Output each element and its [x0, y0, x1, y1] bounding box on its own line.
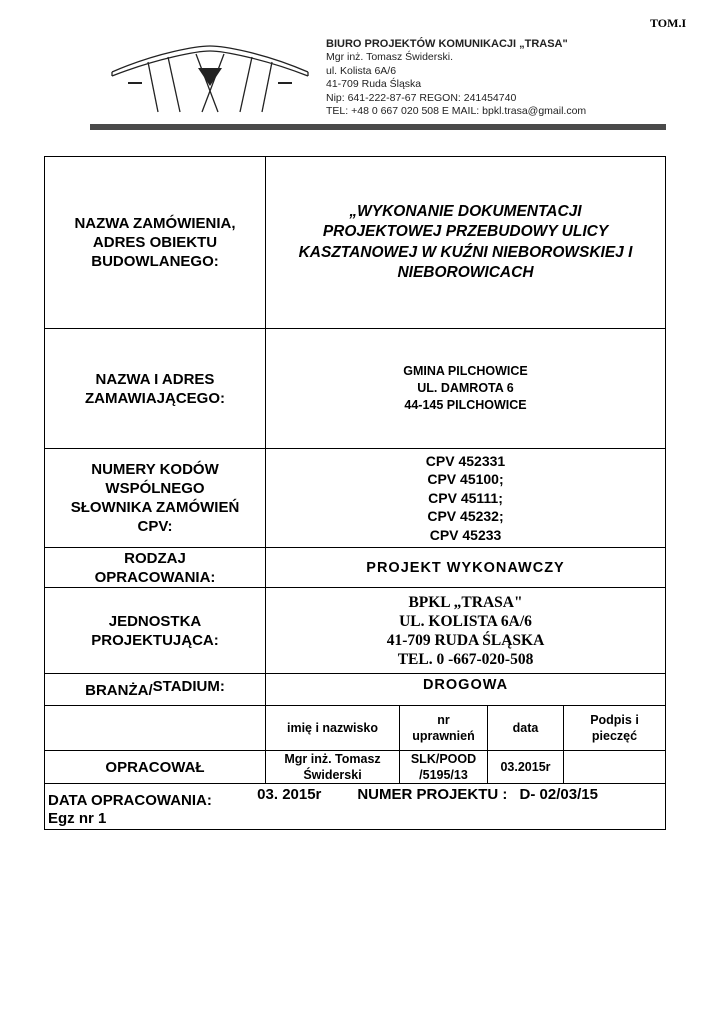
client-value-line: UL. DAMROTA 6 [417, 381, 514, 395]
company-city: 41-709 Ruda Śląska [326, 78, 422, 91]
cpv-value [266, 449, 666, 548]
cpv-label-line: WSPÓLNEGO [105, 480, 205, 497]
header-date: data [488, 706, 564, 751]
volume-label: TOM.I [650, 16, 687, 30]
project-value: D- 02/03/15 [519, 786, 598, 803]
prepared-by-name-line: Świderski [303, 768, 362, 782]
header-name: imię i nazwisko [266, 706, 400, 751]
row-cpv [45, 449, 666, 548]
cpv-code: CPV 45111; [428, 489, 503, 506]
company-logo-road-icon [108, 42, 312, 114]
date-value: 03. 2015r [257, 786, 322, 803]
order-label-line: ADRES OBIEKTU [92, 234, 218, 251]
copy-number: Egz nr 1 [48, 810, 107, 827]
row-client [45, 329, 666, 449]
row-branch [45, 674, 666, 706]
company-street: ul. Kolista 6A/6 [326, 64, 397, 77]
client-value-line: 44-145 PILCHOWICE [404, 398, 527, 412]
cpv-code: CPV 45232; [427, 508, 504, 525]
branch-label [45, 674, 266, 706]
unit-value [266, 588, 666, 674]
prepared-by-license-line: SLK/POOD [410, 752, 477, 766]
company-owner: Mgr inż. Tomasz Świderski. [326, 51, 454, 64]
order-value-line: NIEBOROWICACH [397, 264, 534, 281]
header-license [400, 706, 488, 751]
row-unit [45, 588, 666, 674]
type-label [45, 548, 266, 588]
header-license-line: nr [437, 713, 450, 727]
branch-label-part: BRANŻA/ [85, 682, 153, 699]
stadium-label-part: STADIUM: [152, 678, 225, 695]
company-tax-ids: Nip: 641-222-87-67 REGON: 241454740 [326, 91, 517, 104]
signature-header-row [45, 706, 666, 751]
unit-label-line: PROJEKTUJĄCA: [91, 631, 219, 649]
header-divider [90, 124, 666, 130]
prepared-by-name-line: Mgr inż. Tomasz [284, 752, 381, 766]
header-license-line: uprawnień [412, 729, 475, 743]
cpv-code: CPV 452331 [425, 452, 506, 469]
order-value-line: PROJEKTOWEJ PRZEBUDOWY ULICY [322, 223, 609, 240]
row-type [45, 548, 666, 588]
order-value [266, 157, 666, 329]
company-contact: TEL: +48 0 667 020 508 E MAIL: bpkl.trasa@gmail.com [326, 105, 587, 118]
unit-label-line: JEDNOSTKA [108, 612, 202, 630]
prepared-by-label: OPRACOWAŁ [45, 751, 266, 784]
date-label: DATA OPRACOWANIA: [48, 792, 212, 809]
order-value-line: KASZTANOWEJ W KUŹNI NIEBOROWSKIEJ I [298, 243, 633, 261]
prepared-by-signature [564, 751, 666, 784]
unit-value-line: UL. KOLISTA 6A/6 [399, 612, 532, 630]
project-label: NUMER PROJEKTU : [357, 786, 508, 803]
header-sign-line: Podpis i [590, 713, 639, 727]
type-label-line: RODZAJ [124, 549, 186, 567]
type-label-line: OPRACOWANIA: [94, 568, 216, 586]
footer-row [45, 784, 666, 830]
header-sign-line: pieczęć [591, 729, 638, 743]
order-label [45, 157, 266, 329]
order-value-line: „WYKONANIE DOKUMENTACJI [349, 202, 582, 220]
unit-value-line: 41-709 RUDA ŚLĄSKA [386, 631, 545, 649]
cpv-label-line: SŁOWNIKA ZAMÓWIEŃ [70, 499, 240, 516]
footer-line [48, 786, 662, 810]
prepared-by-name [266, 751, 400, 784]
client-label [45, 329, 266, 449]
client-value [266, 329, 666, 449]
branch-value: DROGOWA [266, 674, 666, 706]
cpv-label-line: NUMERY KODÓW [91, 461, 219, 478]
type-value: PROJEKT WYKONAWCZY [266, 548, 666, 588]
cpv-label-line: CPV: [137, 518, 173, 535]
row-order [45, 157, 666, 329]
header-sign [564, 706, 666, 751]
client-label-line: NAZWA I ADRES [95, 370, 215, 388]
cpv-code: CPV 45233 [429, 526, 502, 543]
order-label-line: BUDOWLANEGO: [91, 253, 219, 270]
signature-row [45, 751, 666, 784]
cpv-code: CPV 45100; [427, 471, 504, 488]
unit-value-line: BPKL „TRASA" [408, 593, 523, 611]
prepared-by-license [400, 751, 488, 784]
company-name: BIURO PROJEKTÓW KOMUNIKACJI „TRASA" [326, 38, 568, 50]
prepared-by-license-line: /5195/13 [419, 768, 468, 782]
order-label-line: NAZWA ZAMÓWIENIA, [74, 215, 236, 232]
title-sheet-table [44, 156, 666, 830]
prepared-by-date: 03.2015r [488, 751, 564, 784]
client-label-line: ZAMAWIAJĄCEGO: [85, 389, 225, 407]
client-value-line: GMINA PILCHOWICE [403, 364, 528, 378]
signature-header-empty [45, 706, 266, 751]
unit-value-line: TEL. 0 -667-020-508 [397, 650, 534, 668]
unit-label [45, 588, 266, 674]
footer-cell [45, 784, 666, 830]
cpv-label [45, 449, 266, 548]
company-header [326, 38, 706, 118]
